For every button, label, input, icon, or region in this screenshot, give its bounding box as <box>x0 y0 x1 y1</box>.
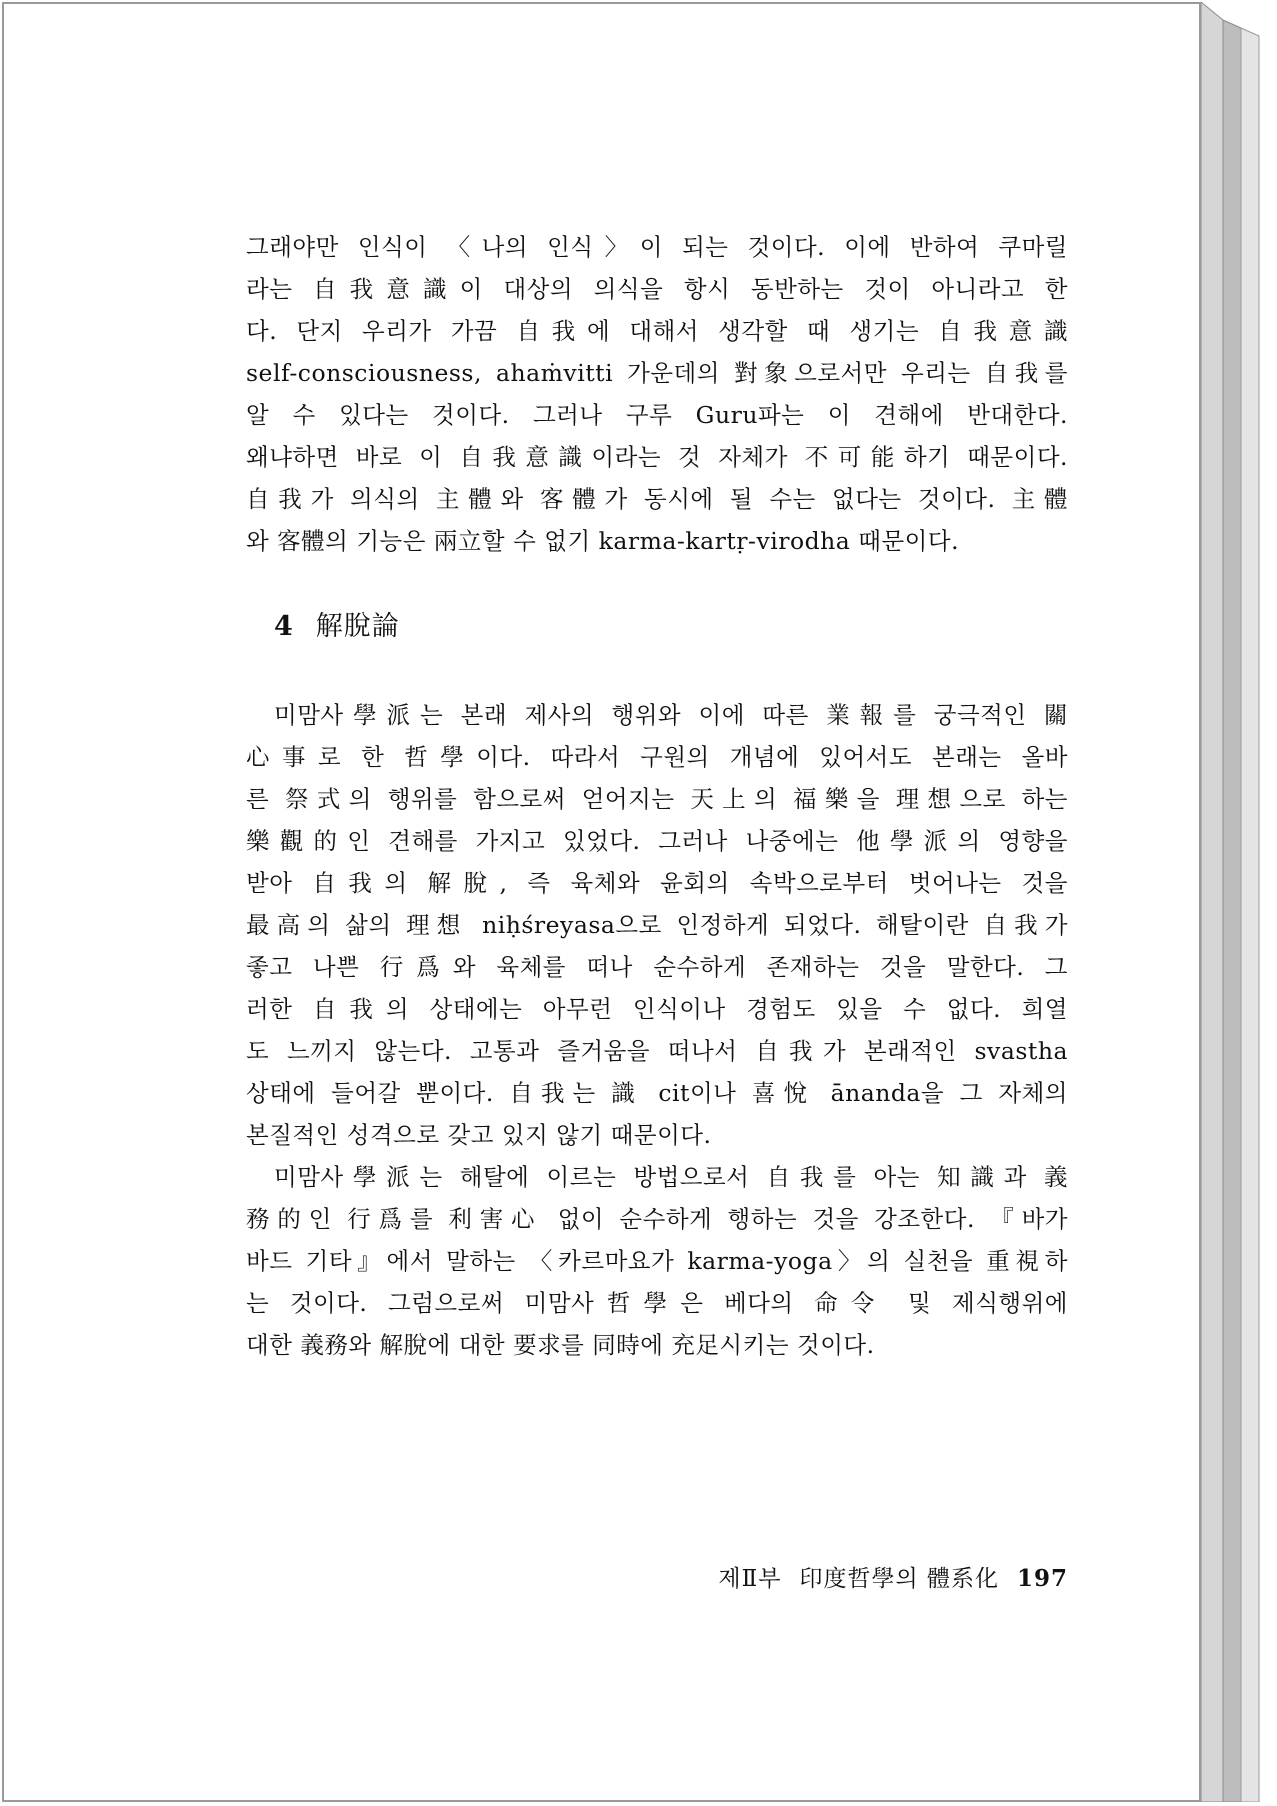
text-line: 미맘사學派는 해탈에 이르는 방법으로서 自我를 아는 知識과 義 <box>274 1163 1068 1191</box>
section-number: 4 <box>274 611 294 642</box>
text-line: 와 客體의 기능은 兩立할 수 없기 karma-kartṛ-virodha 때문이다. <box>246 527 960 555</box>
text-line: 바드 기타』에서 말하는 〈카르마요가 karma-yoga〉의 실천을 重視하 <box>246 1247 1068 1275</box>
text-line: 心事로 한 哲學이다. 따라서 구원의 개념에 있어서도 본래는 올바 <box>246 743 1068 771</box>
page-body <box>246 226 1068 1366</box>
page-number: 197 <box>1016 1565 1068 1592</box>
section-title: 解脫論 <box>315 611 400 642</box>
text-line: 받아 自我의 解脫, 즉 육체와 윤회의 속박으로부터 벗어나는 것을 <box>246 869 1068 897</box>
text-line: 務的인 行爲를 利害心 없이 순수하게 행하는 것을 강조한다. 『바가 <box>246 1205 1068 1233</box>
text-line: 왜냐하면 바로 이 自我意識이라는 것 자체가 不可能하기 때문이다. <box>246 443 1068 471</box>
text-line: 自我가 의식의 主體와 客體가 동시에 될 수는 없다는 것이다. 主體 <box>246 485 1068 513</box>
section-heading <box>274 610 1068 644</box>
paragraph-1 <box>246 226 1068 562</box>
text-line: 알 수 있다는 것이다. 그러나 구루 Guru파는 이 견해에 반대한다. <box>246 401 1068 429</box>
running-footer <box>696 1560 1068 1593</box>
footer-part: 제Ⅱ부 <box>718 1566 782 1592</box>
paragraph-2 <box>246 694 1068 1156</box>
text-line: 最高의 삶의 理想 niḥśreyasa으로 인정하게 되었다. 해탈이란 自我가 <box>246 911 1068 939</box>
text-line: 라는 自我意識이 대상의 의식을 항시 동반하는 것이 아니라고 한 <box>246 275 1068 303</box>
text-line: 본질적인 성격으로 갖고 있지 않기 때문이다. <box>246 1121 712 1149</box>
page-stack-edge <box>1201 2 1261 1802</box>
text-line: 미맘사學派는 본래 제사의 행위와 이에 따른 業報를 궁극적인 關 <box>274 701 1068 729</box>
text-line: 는 것이다. 그럼으로써 미맘사哲學은 베다의 命令 및 제식행위에 <box>246 1289 1068 1317</box>
text-line: 그래야만 인식이 〈나의 인식〉이 되는 것이다. 이에 반하여 쿠마릴 <box>246 233 1068 261</box>
book-page <box>2 2 1201 1802</box>
text-line: 러한 自我의 상태에는 아무런 인식이나 경험도 있을 수 없다. 희열 <box>246 995 1068 1023</box>
text-line: 대한 義務와 解脫에 대한 要求를 同時에 充足시키는 것이다. <box>246 1331 875 1359</box>
paragraph-3 <box>246 1156 1068 1366</box>
text-line: self-consciousness, ahaṁvitti 가운데의 對象으로서만 우리는 自我를 <box>246 359 1068 387</box>
footer-title: 印度哲學의 體系化 <box>799 1566 999 1592</box>
text-line: 도 느끼지 않는다. 고통과 즐거움을 떠나서 自我가 본래적인 svastha <box>246 1037 1068 1065</box>
text-line: 상태에 들어갈 뿐이다. 自我는 識 cit이나 喜悅 ānanda을 그 자체의 <box>246 1079 1068 1107</box>
text-line: 른 祭式의 행위를 함으로써 얻어지는 天上의 福樂을 理想으로 하는 <box>246 785 1068 813</box>
text-line: 좋고 나쁜 行爲와 육체를 떠나 순수하게 존재하는 것을 말한다. 그 <box>246 953 1068 981</box>
text-line: 다. 단지 우리가 가끔 自我에 대해서 생각할 때 생기는 自我意識 <box>246 317 1068 345</box>
text-line: 樂觀的인 견해를 가지고 있었다. 그러나 나중에는 他學派의 영향을 <box>246 827 1068 855</box>
